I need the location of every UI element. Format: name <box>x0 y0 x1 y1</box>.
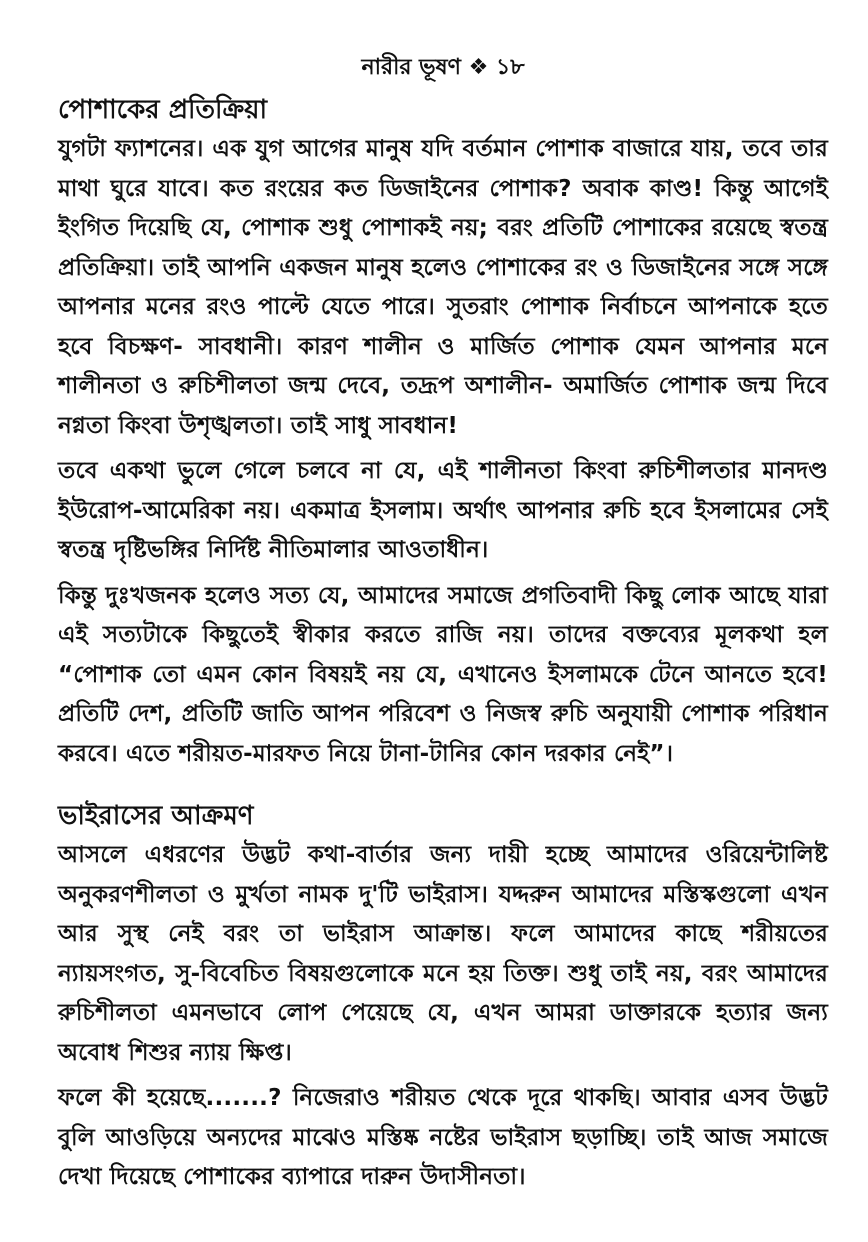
section-title-virus-attack: ভাইরাসের আক্রমণ <box>58 801 254 831</box>
section-title-clothing-reaction: পোশাকের প্রতিক্রিয়া <box>58 95 268 125</box>
paragraph: ফলে কী হয়েছে.......? নিজেরাও শরীয়ত থেকে দূরে থাকছি। আবার এসব উদ্ভট বুলি আওড়িয়ে অন্যদের মাঝেও মস্তিষ্ক নষ্টের ভাইরাস ছড়াচ্ছি। তাই আজ সমাজে দেখা দিয়েছে পোশাকের ব্যাপারে দারুন উদাসীনতা। <box>58 1085 828 1190</box>
paragraph: কিন্তু দুঃখজনক হলেও সত্য যে, আমাদের সমাজে প্রগতিবাদী কিছু লোক আছে যারা এই সত্যটাকে কিছুতেই স্বীকার করতে রাজি নয়। তাদের বক্তব্যের মূলকথা হল “পোশাক তো এমন কোন বিষয়ই নয় যে, এখানেও ইসলামকে টেনে আনতে হবে! প্রতিটি দেশ, প্রতিটি জাতি আপন পরিবেশ ও নিজস্ব রুচি অনুযায়ী পোশাক পরিধান করবে। এতে শরীয়ত-মারফত নিয়ে টানা-টানির কোন দরকার নেই”। <box>58 582 828 767</box>
paragraph: যুগটা ফ্যাশনের। এক যুগ আগের মানুষ যদি বর্তমান পোশাক বাজারে যায়, তবে তার মাথা ঘুরে যাবে। কত রংয়ের কত ডিজাইনের পোশাক? অবাক কাণ্ড! কিন্তু আগেই ইংগিত দিয়েছি যে, পোশাক শুধু পোশাকই নয়; বরং প্রতিটি পোশাকের রয়েছে স্বতন্ত্র প্রতিক্রিয়া। তাই আপনি একজন মানুষ হলেও পোশাকের রং ও ডিজাইনের সঙ্গে সঙ্গে আপনার মনের রংও পাল্টে যেতে পারে। সুতরাং পোশাক নির্বাচনে আপনাকে হতে হবে বিচক্ষণ- সাবধানী। কারণ শালীন ও মার্জিত পোশাক যেমন আপনার মনে শালীনতা ও রুচিশীলতা জন্ম দেবে, তদ্রূপ অশালীন- অমার্জিত পোশাক জন্ম দিবে নগ্নতা কিংবা উশৃঙ্খলতা। তাই সাধু সাবধান! <box>58 136 828 439</box>
paragraph: আসলে এধরণের উদ্ভট কথা-বার্তার জন্য দায়ী হচ্ছে আমাদের ওরিয়েন্টালিষ্ট অনুকরণশীলতা ও মুর্খতা নামক দু'টি ভাইরাস। যদ্দরুন আমাদের মস্তিস্কগুলো এখন আর সুস্থ নেই বরং তা ভাইরাস আক্রান্ত। ফলে আমাদের কাছে শরীয়তের ন্যায়সংগত, সু-বিবেচিত বিষয়গুলোকে মনে হয় তিক্ত। শুধু তাই নয়, বরং আমাদের রুচিশীলতা এমনভাবে লোপ পেয়েছে যে, এখন আমরা ডাক্তারকে হত্যার জন্য অবোধ শিশুর ন্যায় ক্ষিপ্ত। <box>58 842 828 1066</box>
paragraph: তবে একথা ভুলে গেলে চলবে না যে, এই শালীনতা কিংবা রুচিশীলতার মানদণ্ড ইউরোপ-আমেরিকা নয়। একমাত্র ইসলাম। অর্থাৎ আপনার রুচি হবে ইসলামের সেই স্বতন্ত্র দৃষ্টিভঙ্গির নির্দিষ্ট নীতিমালার আওতাধীন। <box>58 458 828 563</box>
running-header: নারীর ভূষণ ❖ ১৮ <box>361 55 525 80</box>
